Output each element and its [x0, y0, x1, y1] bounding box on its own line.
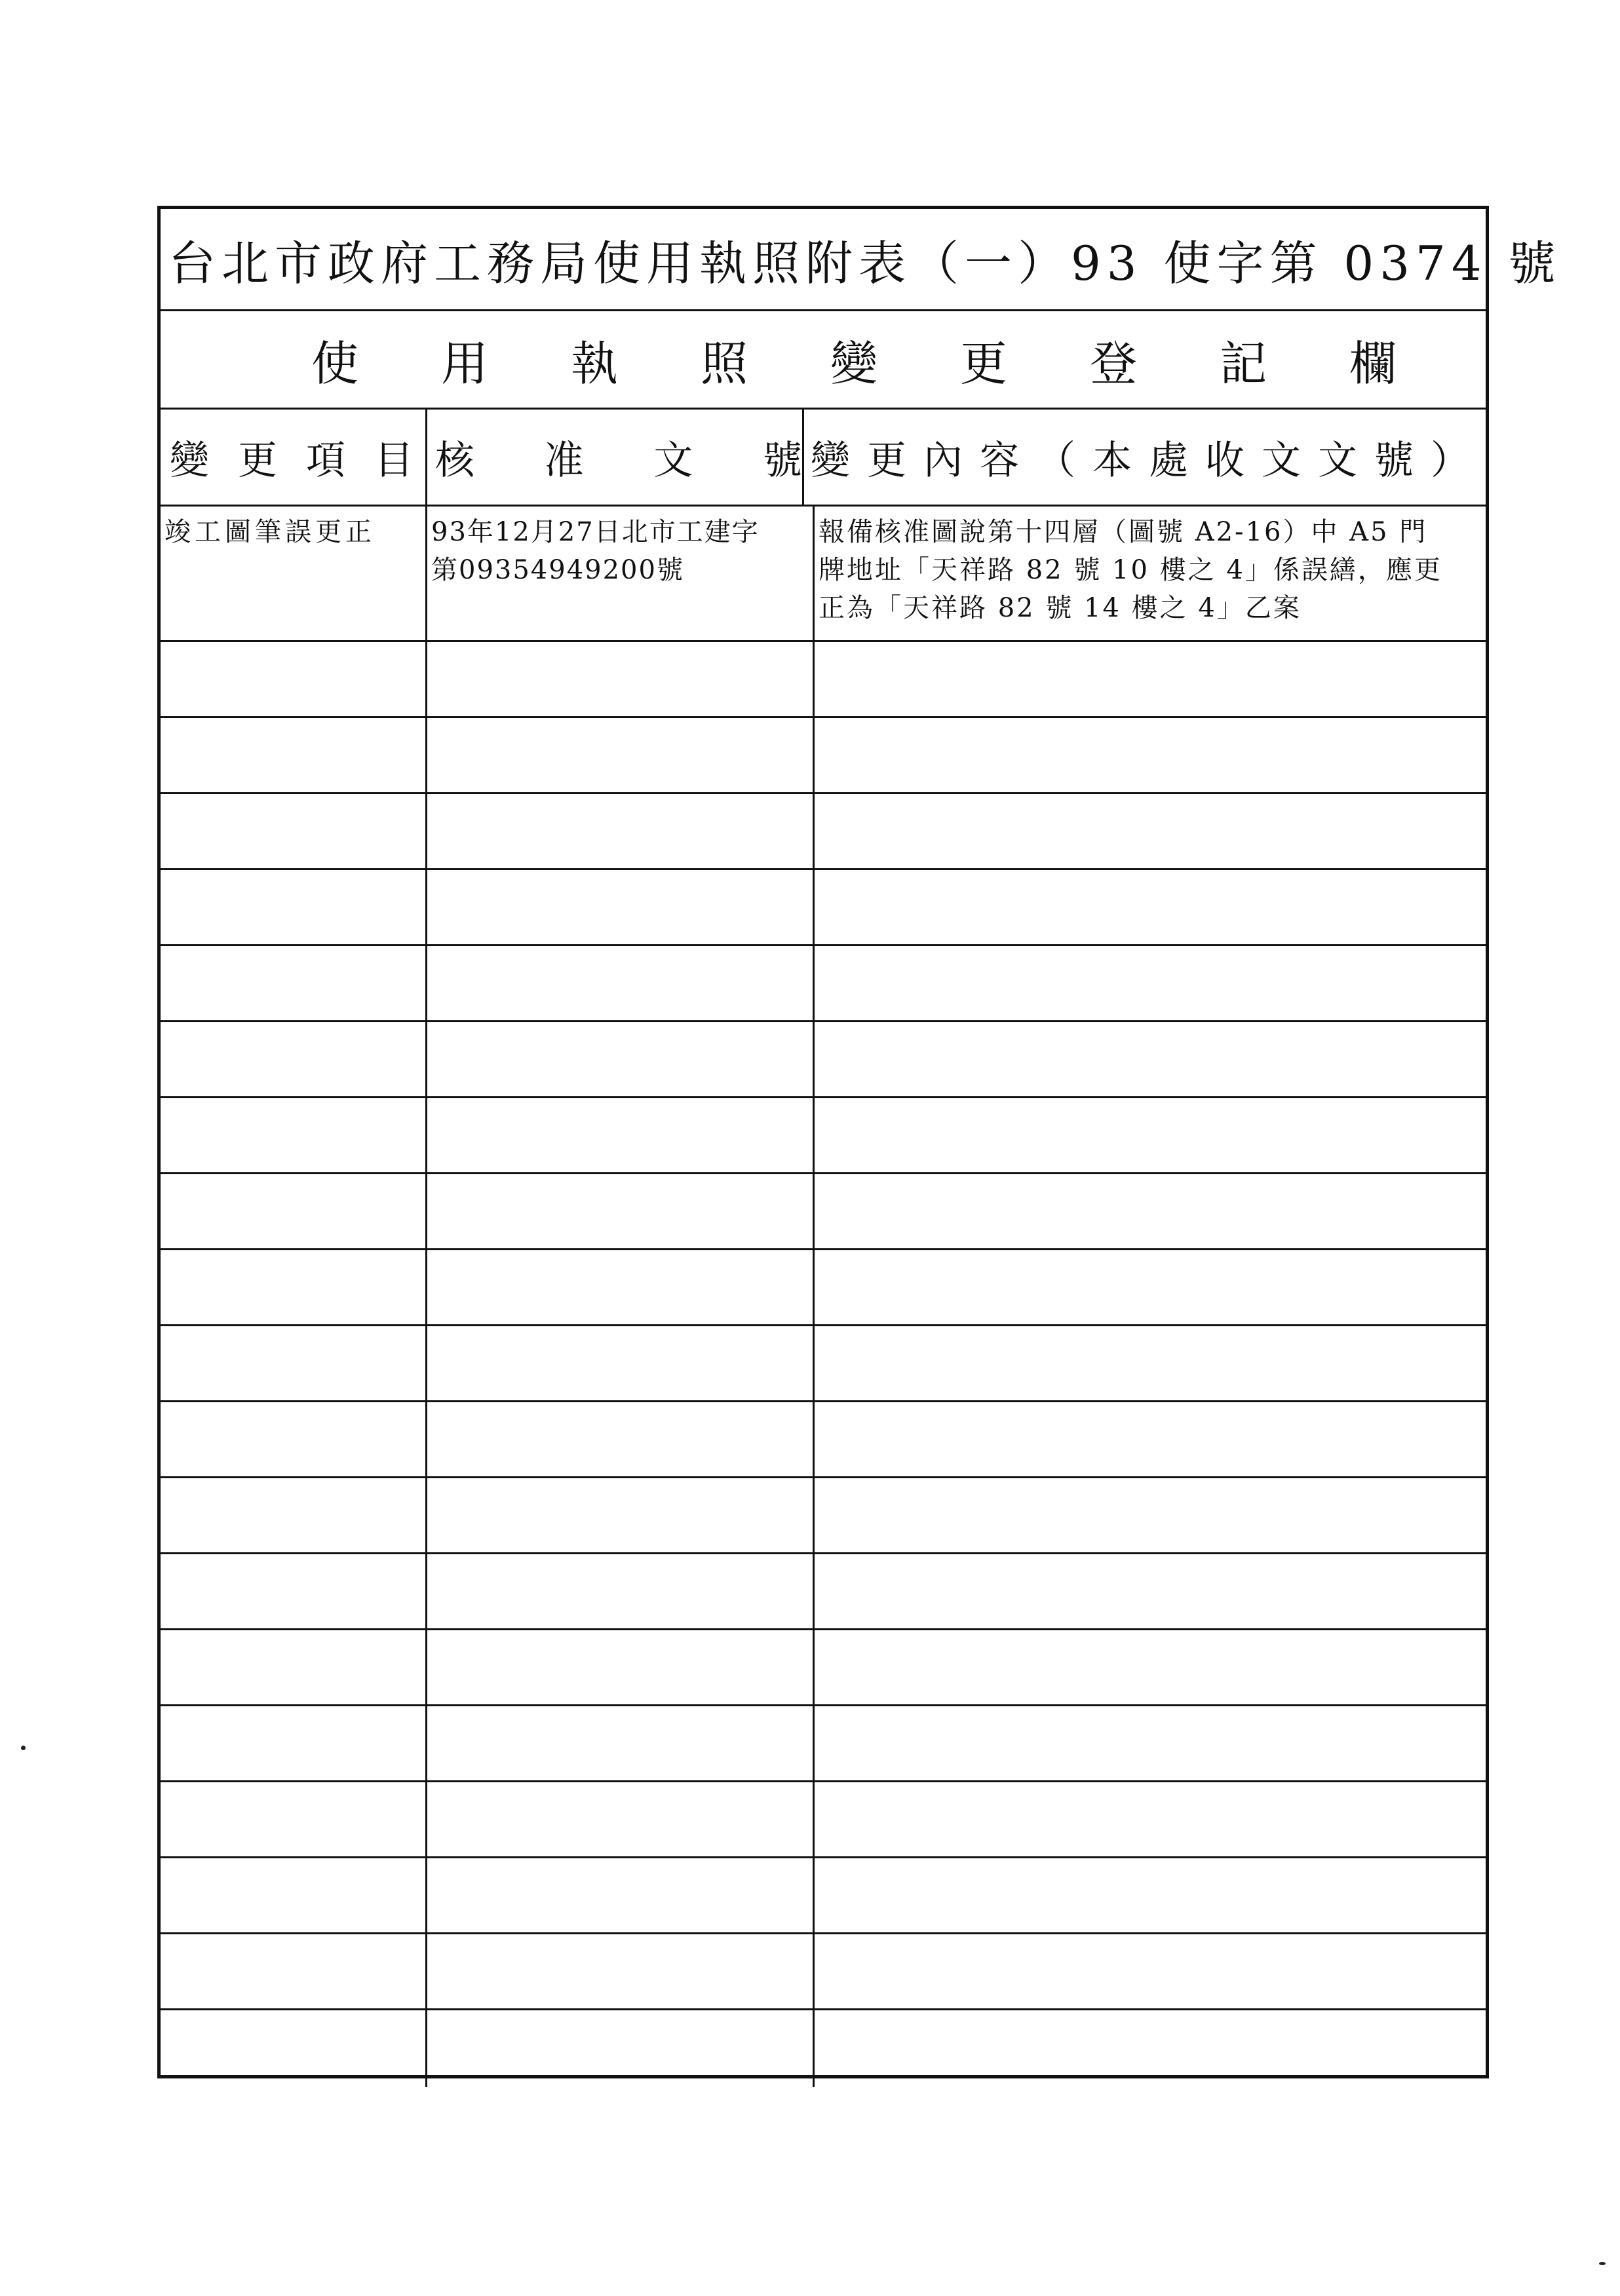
entry-approval-number — [427, 507, 815, 640]
blank-approval-number-cell — [427, 1478, 815, 1552]
entry-change-content — [815, 507, 1486, 640]
scan-speck — [21, 1746, 26, 1750]
blank-approval-number-cell — [427, 1174, 815, 1248]
header-change-item: 變更項目 — [161, 410, 427, 505]
entry-content-line: 正為「天祥路 82 號 14 樓之 4」乙案 — [819, 593, 1302, 623]
table-row — [161, 1098, 1486, 1174]
blank-change-item-cell — [161, 1706, 427, 1780]
table-row — [161, 870, 1486, 946]
blank-approval-number-cell — [427, 870, 815, 944]
entry-content-line: 牌地址「天祥路 82 號 10 樓之 4」係誤繕，應更 — [819, 555, 1442, 585]
blank-approval-number-cell — [427, 1250, 815, 1324]
header-approval-number-chars — [435, 429, 802, 486]
blank-change-content-cell — [815, 794, 1486, 868]
blank-change-content-cell — [815, 1706, 1486, 1780]
blank-change-item-cell — [161, 946, 427, 1020]
blank-change-item-cell — [161, 1098, 427, 1172]
blank-change-item-cell — [161, 1250, 427, 1324]
table-row — [161, 794, 1486, 870]
blank-change-item-cell — [161, 642, 427, 716]
table-body — [161, 507, 1486, 2087]
table-row — [161, 1174, 1486, 1250]
blank-change-content-cell — [815, 1858, 1486, 1932]
form-title: 台北市政府工務局使用執照附表（一）93 使字第 0374 號 — [161, 209, 1486, 311]
blank-change-item-cell — [161, 870, 427, 944]
table-row — [161, 1554, 1486, 1630]
blank-change-content-cell — [815, 1326, 1486, 1400]
table-row — [161, 1022, 1486, 1098]
blank-change-content-cell — [815, 870, 1486, 944]
scan-speck — [1599, 2262, 1606, 2265]
entry-approval-line: 第09354949200號 — [431, 555, 684, 585]
blank-change-item-cell — [161, 2010, 427, 2087]
table-row — [161, 2010, 1486, 2087]
table-header — [161, 410, 1486, 507]
blank-change-content-cell — [815, 1250, 1486, 1324]
blank-change-content-cell — [815, 718, 1486, 792]
blank-approval-number-cell — [427, 946, 815, 1020]
blank-approval-number-cell — [427, 1402, 815, 1476]
blank-change-content-cell — [815, 1022, 1486, 1096]
blank-approval-number-cell — [427, 1630, 815, 1704]
header-approval-char: 准 — [544, 437, 584, 484]
header-change-content: 變更內容（本處收文文號） — [811, 437, 1487, 484]
table-row — [161, 1250, 1486, 1326]
blank-approval-number-cell — [427, 718, 815, 792]
blank-change-content-cell — [815, 1630, 1486, 1704]
entry-content-line: 報備核准圖說第十四層（圖號 A2-16）中 A5 門 — [819, 517, 1428, 547]
blank-change-item-cell — [161, 1934, 427, 2008]
blank-approval-number-cell — [427, 1554, 815, 1628]
table-row — [161, 1782, 1486, 1858]
header-approval-char: 文 — [653, 437, 693, 484]
entry-approval-line: 93年12月27日北市工建字 — [431, 517, 760, 547]
entry-change-item: 竣工圖筆誤更正 — [161, 507, 427, 640]
blank-approval-number-cell — [427, 1022, 815, 1096]
table-row — [161, 718, 1486, 794]
header-approval-char: 號 — [762, 437, 802, 484]
usage-license-change-form — [157, 206, 1562, 2078]
blank-change-item-cell — [161, 1858, 427, 1932]
blank-change-item-cell — [161, 794, 427, 868]
blank-approval-number-cell — [427, 1706, 815, 1780]
blank-change-item-cell — [161, 718, 427, 792]
blank-change-item-cell — [161, 1326, 427, 1400]
table-row — [161, 1630, 1486, 1706]
blank-change-content-cell — [815, 1402, 1486, 1476]
blank-approval-number-cell — [427, 1934, 815, 2008]
blank-change-item-cell — [161, 1554, 427, 1628]
blank-change-content-cell — [815, 1782, 1486, 1856]
table-row — [161, 1478, 1486, 1554]
table-row — [161, 507, 1486, 642]
table-row — [161, 1326, 1486, 1402]
blank-change-content-cell — [815, 642, 1486, 716]
blank-change-content-cell — [815, 1478, 1486, 1552]
blank-change-content-cell — [815, 1174, 1486, 1248]
table-row — [161, 946, 1486, 1022]
blank-change-content-cell — [815, 1554, 1486, 1628]
blank-change-item-cell — [161, 1022, 427, 1096]
table-row — [161, 1934, 1486, 2010]
blank-change-item-cell — [161, 1630, 427, 1704]
blank-change-content-cell — [815, 946, 1486, 1020]
blank-change-content-cell — [815, 2010, 1486, 2087]
header-approval-char: 核 — [435, 437, 474, 484]
blank-approval-number-cell — [427, 1326, 815, 1400]
form-subtitle: 使用執照變更登記欄 — [161, 311, 1486, 410]
table-row — [161, 642, 1486, 718]
table-row — [161, 1858, 1486, 1934]
blank-change-item-cell — [161, 1402, 427, 1476]
blank-approval-number-cell — [427, 794, 815, 868]
blank-approval-number-cell — [427, 642, 815, 716]
header-approval-number — [427, 410, 804, 505]
blank-change-content-cell — [815, 1098, 1486, 1172]
blank-approval-number-cell — [427, 2010, 815, 2087]
blank-change-item-cell — [161, 1478, 427, 1552]
blank-change-item-cell — [161, 1174, 427, 1248]
table-row — [161, 1706, 1486, 1782]
blank-change-item-cell — [161, 1782, 427, 1856]
blank-approval-number-cell — [427, 1858, 815, 1932]
blank-approval-number-cell — [427, 1098, 815, 1172]
blank-change-content-cell — [815, 1934, 1486, 2008]
blank-approval-number-cell — [427, 1782, 815, 1856]
table-row — [161, 1402, 1486, 1478]
